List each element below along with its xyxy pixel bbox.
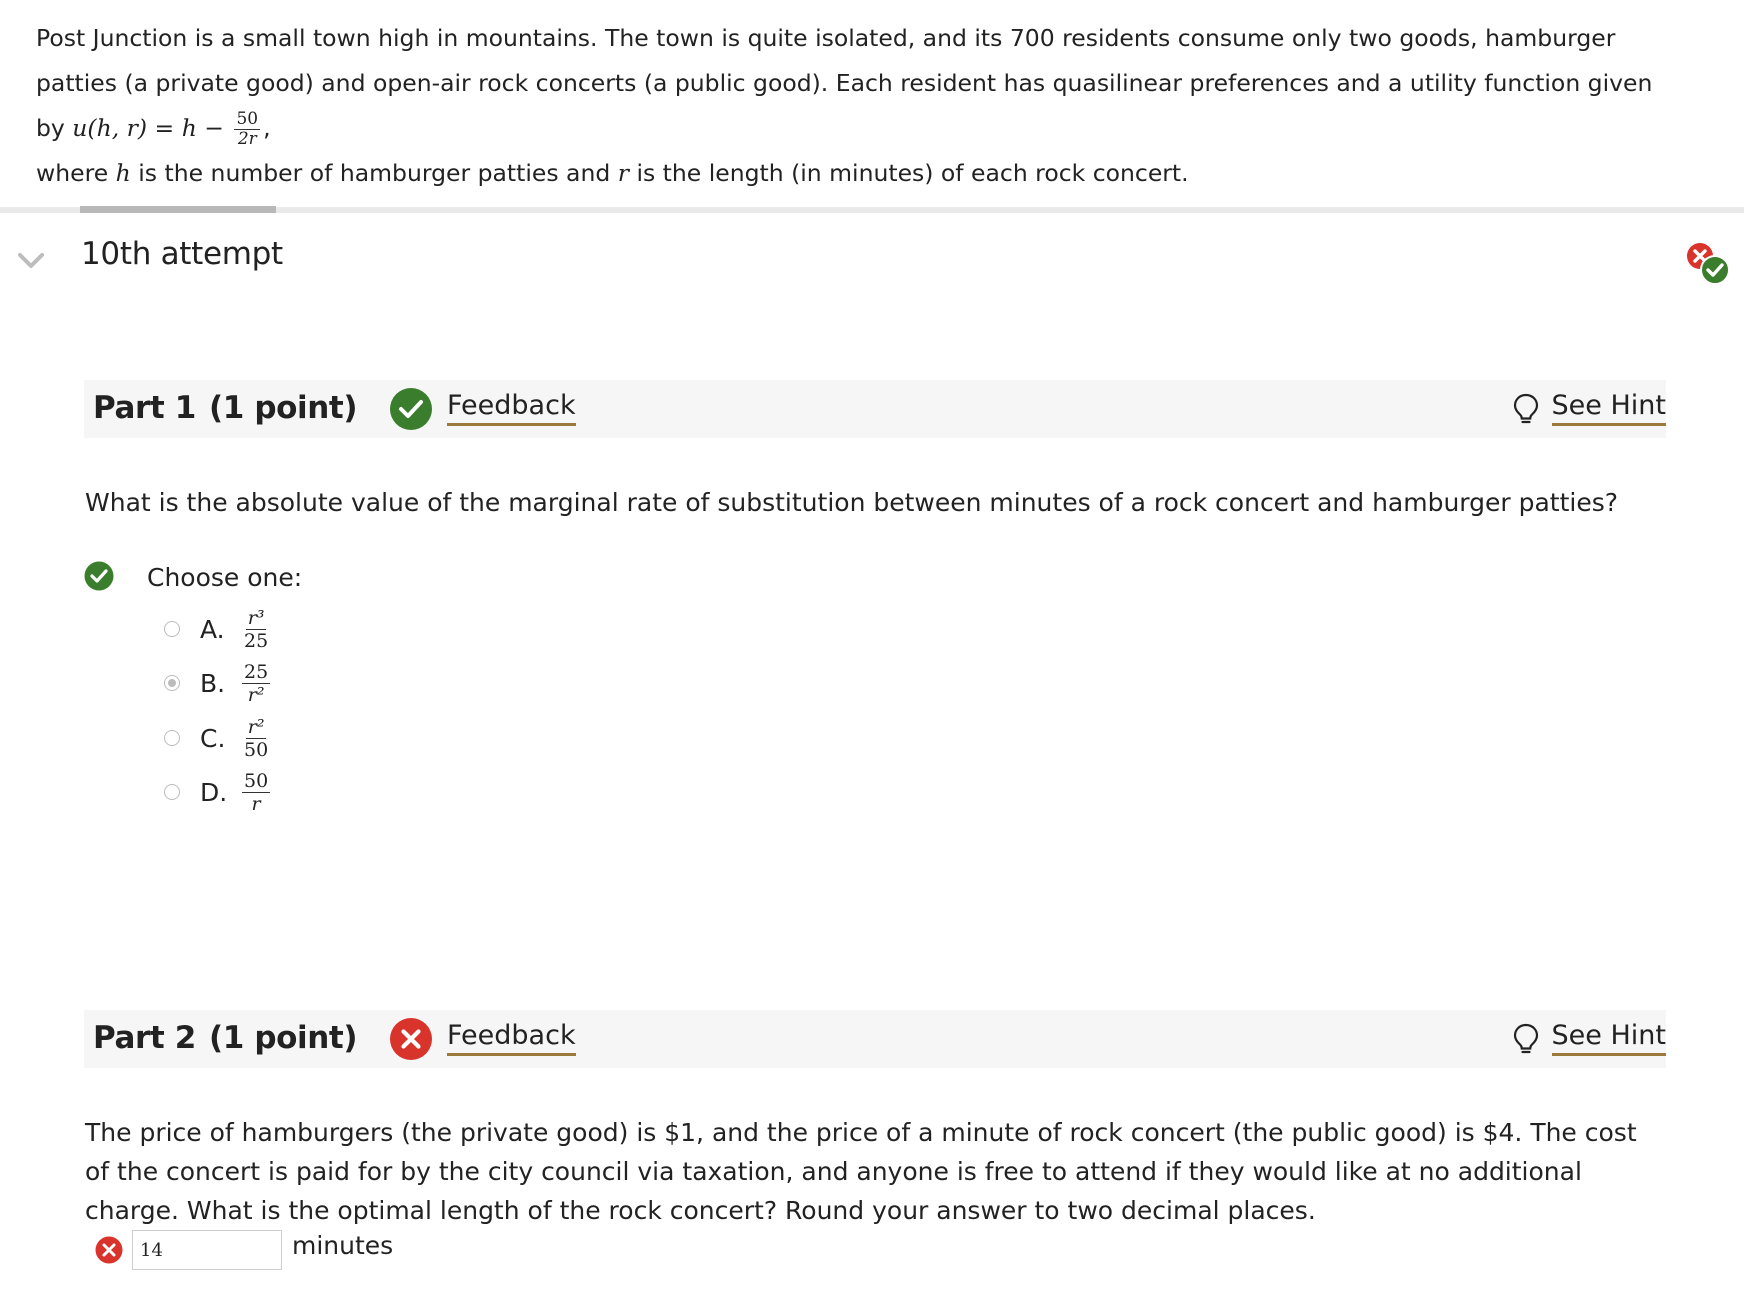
option-b-radio[interactable] [164,675,180,691]
option-c-radio[interactable] [164,730,180,746]
lightbulb-icon [1512,1022,1540,1056]
option-b-fraction [242,661,270,706]
part2-answer-input[interactable] [132,1230,282,1270]
utility-function-comma: , [263,114,271,142]
option-a-radio[interactable] [164,621,180,637]
utility-function-lhs: u(h, r) = h − [72,114,232,142]
part1-see-hint-link[interactable]: See Hint [1552,390,1666,426]
option-c-letter: C. [200,723,226,753]
intro-text-2b: is the number of hamburger patties and [130,159,618,187]
option-d[interactable] [164,767,273,817]
option-d-denominator: r [251,792,261,815]
option-a[interactable] [164,604,273,654]
part1-title: Part 1 [93,390,196,426]
variable-r: r [617,159,629,187]
check-circle-icon [389,387,433,431]
lightbulb-icon [1512,392,1540,426]
option-a-denominator: 25 [244,629,269,652]
option-b-letter: B. [200,668,226,698]
part2-question: The price of hamburgers (the private good) is $1, and the price of a minute of rock concert (the public good) is $4. The cost of the concert is paid for by the city council via taxation, and anyone is free to attend if they would like at no additional charge. What is the optimal length of the rock concert? Round your answer to two decimal places. [85,1118,1637,1225]
part2-header [84,1010,1666,1068]
option-b-numerator: 25 [244,660,269,683]
part1-question: What is the absolute value of the marginal rate of substitution between minutes of a rock concert and hamburger patties? [85,488,1619,517]
answer-unit-label: minutes [292,1231,394,1260]
option-d-numerator: 50 [244,769,269,792]
option-c[interactable] [164,713,273,763]
attempt-tab-indicator [80,206,276,213]
part2-hint[interactable] [1552,1020,1666,1060]
utility-fraction [234,110,260,149]
choose-one-label: Choose one: [147,563,303,592]
part2-feedback-link[interactable]: Feedback [447,1020,576,1056]
option-d-fraction [242,770,270,815]
option-c-numerator: r² [247,715,265,738]
option-d-letter: D. [200,777,228,807]
variable-h: h [115,159,131,187]
option-c-fraction [242,716,270,761]
intro-text-2c: is the length (in minutes) of each rock concert. [628,159,1189,187]
x-circle-icon [95,1236,123,1264]
part2-points: (1 point) [209,1020,358,1056]
option-a-fraction [242,607,270,652]
chevron-down-icon[interactable] [16,246,46,276]
x-circle-icon [389,1017,433,1061]
mixed-status-icon [1684,240,1732,288]
option-d-radio[interactable] [164,784,180,800]
attempt-title: 10th attempt [81,236,283,272]
intro-text-2a: where [36,159,116,187]
problem-intro [36,16,1676,196]
utility-fraction-denominator: 2r [237,129,257,149]
option-a-letter: A. [200,614,225,644]
check-circle-icon [84,561,114,591]
option-a-numerator: r³ [247,606,265,629]
part1-points: (1 point) [209,390,358,426]
part1-hint[interactable] [1552,390,1666,430]
part2-see-hint-link[interactable]: See Hint [1552,1020,1666,1056]
part2-title: Part 2 [93,1020,196,1056]
part1-header [84,380,1666,438]
part1-feedback-link[interactable]: Feedback [447,390,576,426]
option-b-denominator: r² [247,683,265,706]
intro-text-1: Post Junction is a small town high in mountains. The town is quite isolated, and its 700 residents consume only two goods, hamburger patties (a private good) and open-air rock concerts (a public good). Each resident has quasilinear preferences and a utility function given by [36,24,1653,142]
option-b[interactable] [164,658,273,708]
option-c-denominator: 50 [244,738,269,761]
utility-fraction-numerator: 50 [236,109,259,129]
